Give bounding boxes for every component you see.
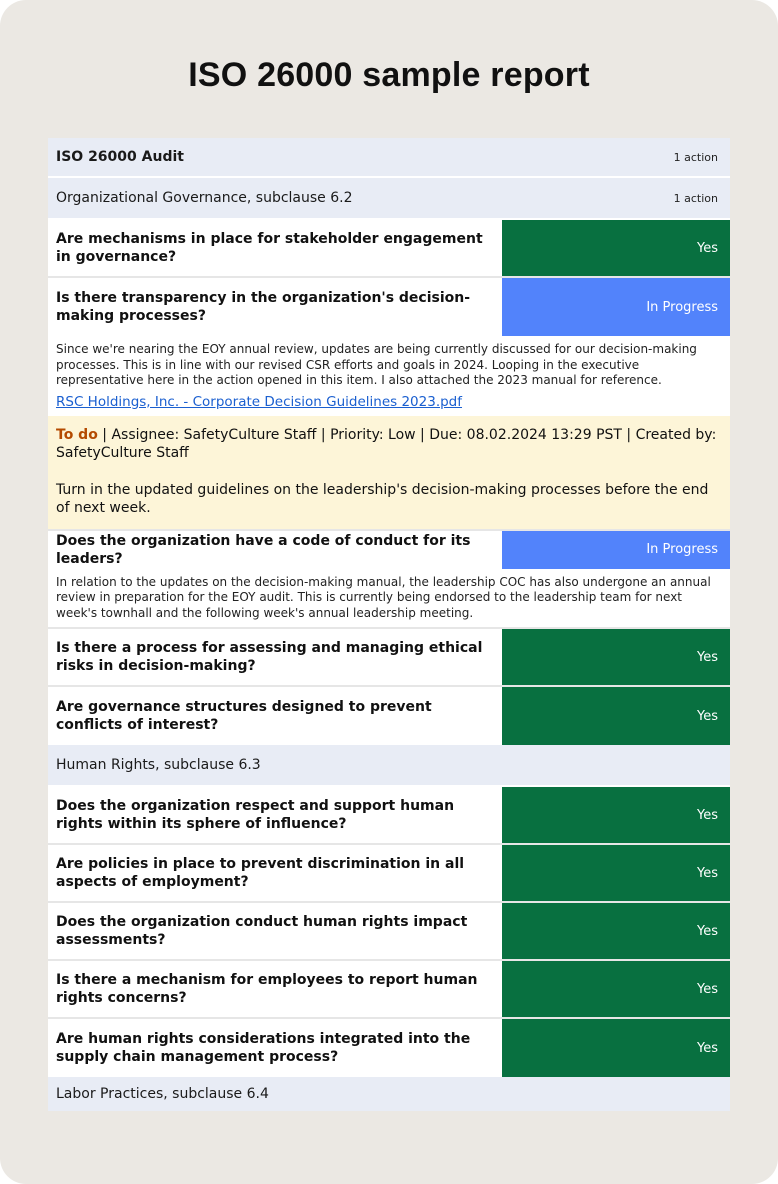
question-row[interactable] (48, 278, 730, 336)
attachment-link[interactable]: RSC Holdings, Inc. - Corporate Decision Guidelines 2023.pdf (56, 393, 463, 410)
question-block-with-action (48, 278, 730, 531)
audit-action-count: 1 action (673, 150, 718, 164)
question-text: Is there a mechanism for employees to report human rights concerns? (56, 972, 478, 1006)
question-text: Are human rights considerations integrated into the supply chain management process? (56, 1031, 471, 1065)
question-row[interactable] (48, 787, 730, 845)
question-text: Does the organization have a code of conduct for its leaders? (56, 532, 471, 567)
question-text: Are mechanisms in place for stakeholder engagement in governance? (56, 231, 483, 265)
status-badge-yes: Yes (502, 220, 730, 276)
question-note: Since we're nearing the EOY annual review, updates are being currently discussed for our decision-making processes. This is in line with our revised CSR efforts and goals in 2024. Looping in the executive representative here in the action opened in this item. I also attached the 2023 manual for reference. (56, 342, 697, 387)
question-row[interactable] (48, 903, 730, 961)
question-row[interactable] (48, 629, 730, 687)
status-badge-yes: Yes (502, 903, 730, 959)
question-row[interactable] (48, 687, 730, 745)
audit-report (48, 138, 730, 1111)
question-block-with-note (48, 531, 730, 630)
question-text: Is there a process for assessing and managing ethical risks in decision-making? (56, 640, 483, 674)
action-meta (56, 426, 722, 462)
action-state: To do (56, 426, 98, 443)
section-header-human-rights[interactable] (48, 745, 730, 787)
question-row[interactable] (48, 845, 730, 903)
section-title: Labor Practices, subclause 6.4 (56, 1086, 269, 1102)
question-text: Does the organization conduct human rights impact assessments? (56, 914, 468, 948)
status-badge-yes: Yes (502, 629, 730, 685)
section-title: Organizational Governance, subclause 6.2 (56, 190, 353, 206)
section-title: Human Rights, subclause 6.3 (56, 757, 261, 773)
status-badge-yes: Yes (502, 961, 730, 1017)
status-badge-in-progress: In Progress (502, 278, 730, 336)
section-action-count: 1 action (673, 191, 718, 205)
question-text: Are governance structures designed to prevent conflicts of interest? (56, 699, 432, 733)
action-details: | Assignee: SafetyCulture Staff | Priority: Low | Due: 08.02.2024 13:29 PST | Created by: SafetyCulture Staff (56, 426, 717, 461)
status-badge-yes: Yes (502, 845, 730, 901)
question-text: Is there transparency in the organization's decision-making processes? (56, 290, 471, 324)
question-text: Does the organization respect and support human rights within its sphere of influence? (56, 798, 455, 832)
question-row[interactable] (48, 961, 730, 1019)
action-item[interactable] (48, 416, 730, 529)
section-header-governance[interactable] (48, 178, 730, 220)
question-row[interactable] (48, 220, 730, 278)
section-header-labor-practices[interactable] (48, 1077, 730, 1111)
question-text: Are policies in place to prevent discrimination in all aspects of employment? (56, 856, 465, 890)
action-description: Turn in the updated guidelines on the leadership's decision-making processes before the end of next week. (56, 481, 709, 516)
status-badge-in-progress: In Progress (502, 531, 730, 569)
question-row[interactable] (48, 531, 730, 569)
status-badge-yes: Yes (502, 787, 730, 843)
status-badge-yes: Yes (502, 687, 730, 745)
status-badge-yes: Yes (502, 1019, 730, 1077)
audit-header[interactable] (48, 138, 730, 178)
audit-title: ISO 26000 Audit (56, 149, 184, 165)
question-note: In relation to the updates on the decision-making manual, the leadership COC has also undergone an annual review in preparation for the EOY audit. This is currently being endorsed to the leadership team for next week's townhall and the following week's annual leadership meeting. (56, 574, 711, 620)
question-row[interactable] (48, 1019, 730, 1077)
page-title: ISO 26000 sample report (188, 56, 590, 94)
